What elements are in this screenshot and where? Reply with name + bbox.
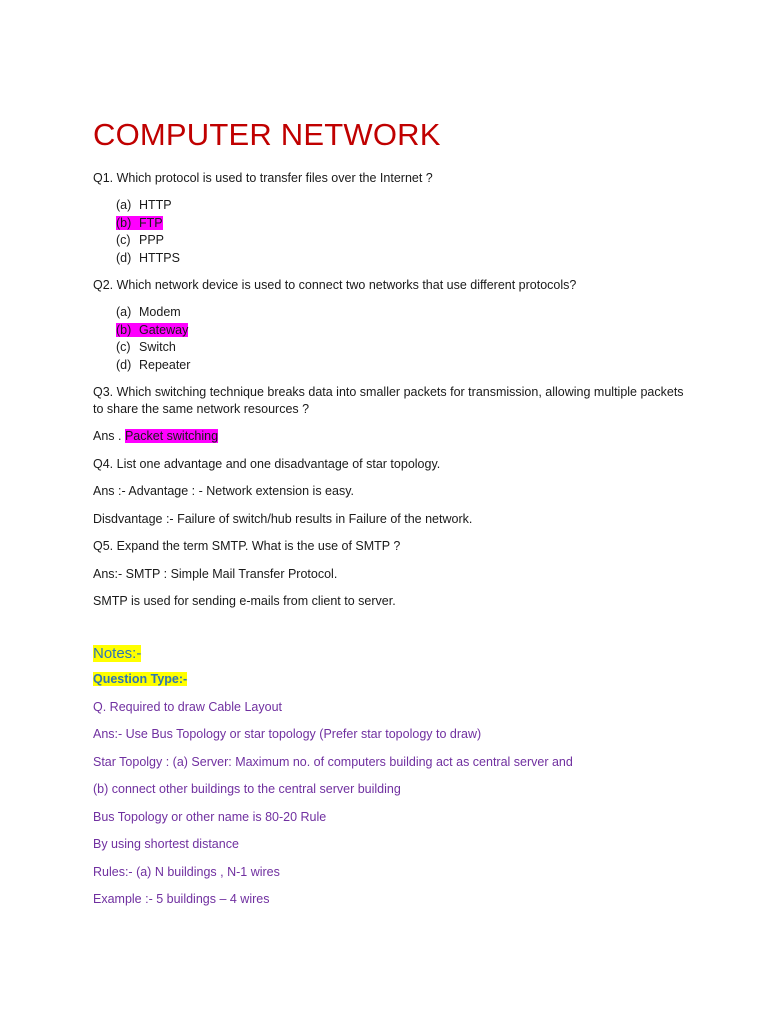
option-text-wrap: [116, 340, 176, 354]
option-item: [116, 322, 693, 340]
question-5-answer-1: Ans:- SMTP : Simple Mail Transfer Protocol.: [93, 566, 338, 581]
option-text: Modem: [139, 305, 181, 319]
option-letter: (b): [116, 322, 132, 337]
note-line: Q. Required to draw Cable Layout: [93, 699, 282, 714]
question-4-advantage: Ans :- Advantage : - Network extension is easy.: [93, 484, 355, 498]
option-text: HTTP: [139, 198, 172, 212]
option-text: HTTPS: [139, 250, 180, 265]
note-line: Example :- 5 buildings – 4 wires: [93, 892, 270, 906]
question-2-options: [116, 304, 693, 374]
option-text-wrap: [116, 233, 164, 247]
note-line: Rules:- (a) N buildings , N-1 wires: [93, 864, 280, 879]
question-3-answer: [93, 428, 693, 445]
option-letter: (d): [116, 250, 132, 265]
note-line: Star Topolgy : (a) Server: Maximum no. of computers building act as central server and: [93, 754, 573, 769]
option-letter: (c): [116, 233, 131, 247]
option-text-wrap: [116, 198, 172, 212]
option-text: FTP: [139, 215, 163, 230]
question-4: Q4. List one advantage and one disadvantage of star topology.: [93, 456, 441, 471]
note-line: By using shortest distance: [93, 837, 239, 851]
option-item: [116, 250, 693, 268]
document-page: [93, 116, 693, 919]
note-line: (b) connect other buildings to the central server building: [93, 782, 401, 796]
option-letter: (a): [116, 198, 132, 212]
page-title: COMPUTER NETWORK: [93, 117, 441, 152]
question-4-disadvantage: Disdvantage :- Failure of switch/hub results in Failure of the network.: [93, 511, 473, 526]
question-3: Q3. Which switching technique breaks data into smaller packets for transmission, allowing multiple packets to share the same network resources ?: [93, 385, 684, 416]
answer-prefix: Ans .: [93, 429, 125, 443]
option-item: [116, 197, 693, 215]
question-5-answer-2: SMTP is used for sending e-mails from client to server.: [93, 594, 396, 608]
option-letter: (d): [116, 357, 132, 372]
option-text: Repeater: [139, 357, 191, 372]
option-text-wrap: [116, 251, 180, 265]
answer-highlighted: Packet switching: [124, 429, 219, 443]
option-letter: (b): [116, 215, 132, 230]
notes-heading-wrap: [93, 644, 693, 663]
option-text-wrap-highlighted: [116, 323, 188, 337]
question-type-heading: Question Type:-: [93, 672, 188, 686]
note-line: Ans:- Use Bus Topology or star topology (Prefer star topology to draw): [93, 727, 482, 741]
question-type-wrap: [93, 671, 693, 688]
option-text: Switch: [139, 340, 176, 354]
question-1-options: [116, 197, 693, 267]
note-line: Bus Topology or other name is 80-20 Rule: [93, 809, 327, 824]
option-text: PPP: [139, 233, 165, 247]
question-5: Q5. Expand the term SMTP. What is the use of SMTP ?: [93, 539, 401, 553]
option-item: [116, 304, 693, 322]
option-item: [116, 232, 693, 250]
option-text-wrap: [116, 358, 190, 372]
option-letter: (c): [116, 340, 131, 354]
option-text-wrap: [116, 305, 181, 319]
option-text-wrap-highlighted: [116, 216, 163, 230]
question-1: Q1. Which protocol is used to transfer files over the Internet ?: [93, 171, 433, 185]
option-text: Gateway: [139, 322, 189, 337]
option-item: [116, 215, 693, 233]
option-letter: (a): [116, 305, 132, 319]
option-item: [116, 357, 693, 375]
question-2: Q2. Which network device is used to connect two networks that use different protocols?: [93, 278, 577, 292]
option-item: [116, 339, 693, 357]
notes-heading: Notes:-: [93, 645, 142, 662]
